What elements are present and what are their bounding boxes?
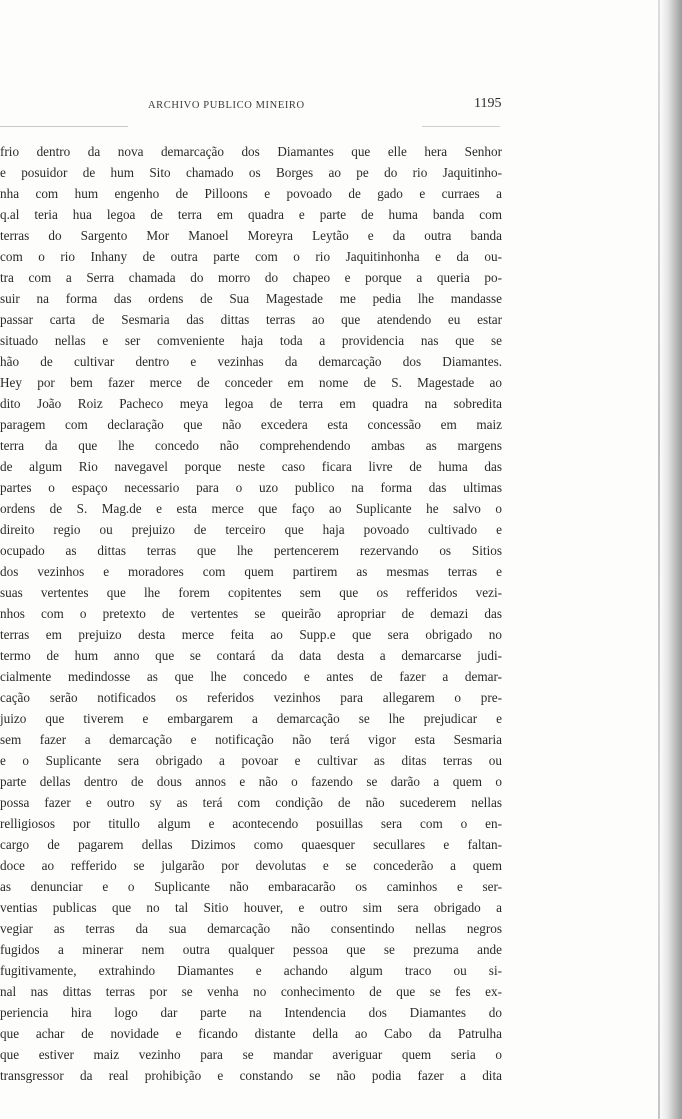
page-header [0, 96, 520, 118]
text-line: terra da que lhe concedo não comprehendendo ambas as margens [0, 438, 502, 453]
text-line: possa fazer e outro sy as terá com condição de não sucederem nellas [0, 795, 502, 810]
text-line: ocupado as dittas terras que lhe pertencerem rezervando os Sitios [0, 543, 502, 558]
text-line: situado nellas e ser comveniente haja toda a providencia nas que se [0, 333, 502, 348]
text-line: nhos com o pretexto de vertentes se queirão apropriar de demazi das [0, 606, 502, 621]
text-line: terras em prejuizo desta merce feita ao Supp.e que sera obrigado no [0, 627, 502, 642]
header-rule-right [422, 126, 500, 127]
text-line: e posuidor de hum Sito chamado os Borges ao pe do rio Jaquitinho- [0, 165, 502, 180]
text-line: transgressor da real prohibição e constando se não podia fazer a dita [0, 1068, 502, 1083]
text-line: partes o espaço necessario para o uzo publico na forma das ultimas [0, 480, 502, 495]
text-line: hão de cultivar dentro e vezinhas da demarcação dos Diamantes. [0, 354, 502, 369]
text-line: ordens de S. Mag.de e esta merce que faço ao Suplicante he salvo o [0, 501, 502, 516]
body-text [0, 141, 502, 1086]
text-line: suir na forma das ordens de Sua Magestade me pedia lhe mandasse [0, 291, 502, 306]
text-line: q.al teria hua legoa de terra em quadra e parte de huma banda com [0, 207, 502, 222]
text-line: parte dellas dentro de dous annos e não o fazendo se darão a quem o [0, 774, 502, 789]
page-number: 1195 [474, 96, 502, 111]
text-line: que estiver maiz vezinho para se mandar averiguar quem seria o [0, 1047, 502, 1062]
text-line: tra com a Serra chamada do morro do chapeo e porque a queria po- [0, 270, 502, 285]
text-line: sem fazer a demarcação e notificação não terá vigor esta Sesmaria [0, 732, 502, 747]
text-line: cação serão notificados os referidos vezinhos para allegarem o pre- [0, 690, 502, 705]
text-line: doce ao refferido se julgarão por devolutas e se concederão a quem [0, 858, 502, 873]
text-line: juizo que tiverem e embargarem a demarcação se lhe prejudicar e [0, 711, 502, 726]
text-line: e o Suplicante sera obrigado a povoar e cultivar as ditas terras ou [0, 753, 502, 768]
text-line: suas vertentes que lhe forem copitentes sem que os refferidos vezi- [0, 585, 502, 600]
text-line: nha com hum engenho de Pilloons e povoado de gado e curraes a [0, 186, 502, 201]
text-line: nal nas dittas terras por se venha no conhecimento de que se fes ex- [0, 984, 502, 999]
text-line: fugitivamente, extrahindo Diamantes e achando algum traco ou si- [0, 963, 502, 978]
text-line: periencia hira logo dar parte na Intendencia dos Diamantes do [0, 1005, 502, 1020]
text-line: passar carta de Sesmaria das dittas terras ao que atendendo eu estar [0, 312, 502, 327]
text-line: ventias publicas que no tal Sitio houver, e outro sim sera obrigado a [0, 900, 502, 915]
text-line: frio dentro da nova demarcação dos Diamantes que elle hera Senhor [0, 144, 502, 159]
text-line: fugidos a minerar nem outra qualquer pessoa que se prezuma ande [0, 942, 502, 957]
header-rule-left [0, 126, 128, 127]
text-line: termo de hum anno que se contará da data desta a demarcarse judi- [0, 648, 502, 663]
text-line: com o rio Inhany de outra parte com o rio Jaquitinhonha e da ou- [0, 249, 502, 264]
running-title: ARCHIVO PUBLICO MINEIRO [148, 100, 305, 111]
text-line: as denunciar e o Suplicante não embaracarão os caminhos e ser- [0, 879, 502, 894]
text-line: direito regio ou prejuizo de terceiro que haja povoado cultivado e [0, 522, 502, 537]
text-line: cargo de pagarem dellas Dizimos como quaesquer secullares e faltan- [0, 837, 502, 852]
book-spine-shadow [660, 0, 682, 1119]
text-line: de algum Rio navegavel porque neste caso ficara livre de huma das [0, 459, 502, 474]
text-line: terras do Sargento Mor Manoel Moreyra Leytão e da outra banda [0, 228, 502, 243]
text-line: dito João Roiz Pacheco meya legoa de terra em quadra na sobredita [0, 396, 502, 411]
text-line: vegiar as terras da sua demarcação não consentindo nellas negros [0, 921, 502, 936]
text-line: relligiosos por titullo algum e acontecendo posuillas sera com o en- [0, 816, 502, 831]
text-line: dos vezinhos e moradores com quem partirem as mesmas terras e [0, 564, 502, 579]
text-line: paragem com declaração que não excedera esta concessão em maiz [0, 417, 502, 432]
text-line: que achar de novidade e ficando distante della ao Cabo da Patrulha [0, 1026, 502, 1041]
text-line: cialmente medindosse as que lhe concedo e antes de fazer a demar- [0, 669, 502, 684]
text-line: Hey por bem fazer merce de conceder em nome de S. Magestade ao [0, 375, 502, 390]
